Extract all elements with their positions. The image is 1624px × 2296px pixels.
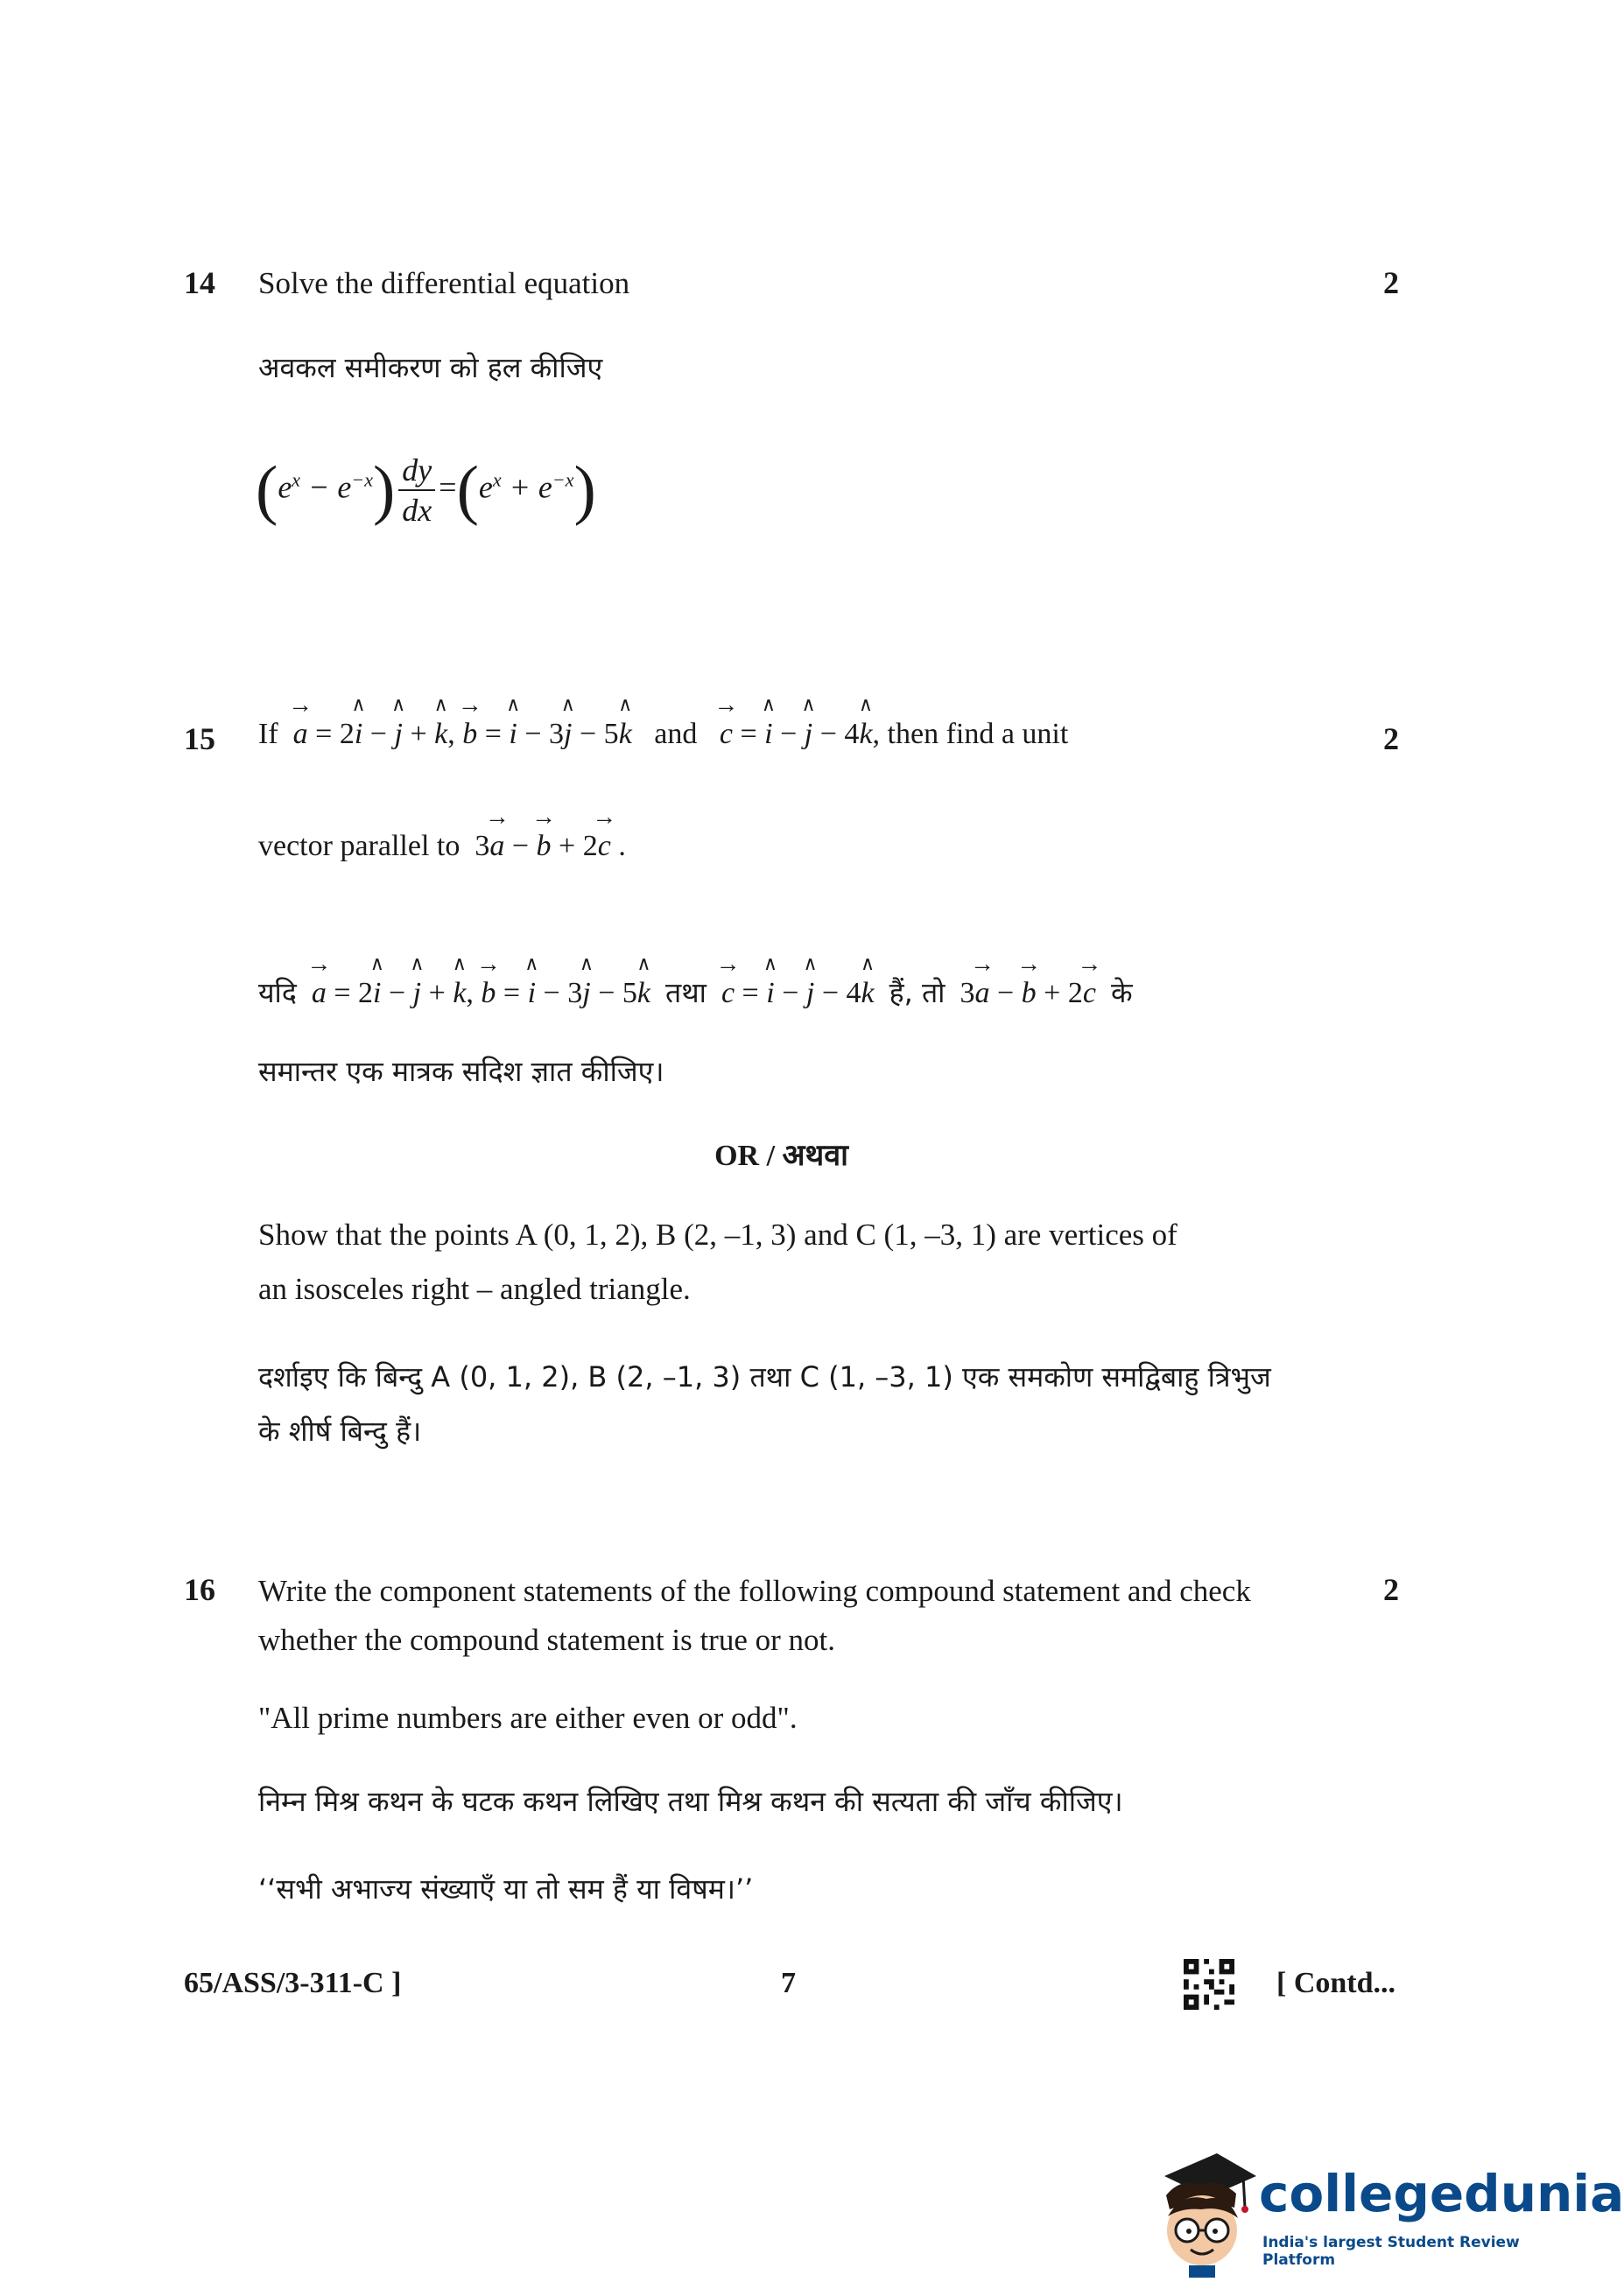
q16-quote-en: "All prime numbers are either even or odd". — [258, 1701, 798, 1735]
q15-alt-hi-line1: दर्शाइए कि बिन्दु A (0, 1, 2), B (2, –1, 3) तथा C (1, –3, 1) एक समकोण समद्विबाहु त्रिभुज — [258, 1360, 1271, 1394]
mascot-logo-icon — [1147, 2146, 1261, 2278]
q15-alt-hi-line2: के शीर्ष बिन्दु हैं। — [258, 1415, 422, 1448]
q15-alt-en-line2: an isosceles right – angled triangle. — [258, 1272, 691, 1306]
q15-alt-en-line1: Show that the points A (0, 1, 2), B (2, –1, 3) and C (1, –3, 1) are vertices of — [258, 1218, 1178, 1252]
page-number: 7 — [781, 1967, 796, 1999]
question-number-15: 15 — [184, 721, 215, 756]
q15-hi-tatha: तथा — [664, 976, 707, 1009]
q15-vectors-hi: यदि → a = 2∧ i − ∧ j + ∧ k, → b = ∧ i − 3∧ j − 5∧ k तथा → c = ∧ i − ∧ j − 4∧ k हैं, तो 3→ a − → b + 2→ c के — [258, 973, 1133, 1011]
q15-hi-line2: समान्तर एक मात्रक सदिश ज्ञात कीजिए। — [258, 1055, 664, 1088]
marks-14: 2 — [1383, 265, 1399, 300]
q16-line2: whether the compound statement is true or not. — [258, 1623, 836, 1657]
qr-code-icon — [1184, 1959, 1234, 2010]
continued-label: [ Contd... — [1276, 1967, 1396, 1999]
brand-name: collegedunia — [1259, 2164, 1624, 2223]
marks-16: 2 — [1383, 1572, 1399, 1607]
paper-code: 65/ASS/3-311-C ] — [184, 1967, 402, 1999]
q15-hi-ke: के — [1110, 976, 1133, 1009]
marks-15: 2 — [1383, 721, 1399, 756]
brand-tagline: India's largest Student Review Platform — [1262, 2234, 1520, 2269]
q16-hi-line1: निम्न मिश्र कथन के घटक कथन लिखिए तथा मिश्र कथन की सत्यता की जाँच कीजिए। — [258, 1785, 1123, 1818]
q15-vector-parallel: vector parallel to — [258, 830, 460, 862]
q15-hi-hain: हैं, तो — [889, 976, 946, 1009]
q15-vectors-en: If → a = 2∧ i − ∧ j + ∧ k, → b = ∧ i − 3∧ j − 5∧ k and → c = ∧ i − ∧ j − 4∧ k, then find a unit — [258, 718, 1068, 751]
q15-if: If — [258, 718, 278, 750]
q15-then-find: , then find a unit — [872, 718, 1069, 750]
q16-line1: Write the component statements of the following compound statement and check — [258, 1574, 1251, 1608]
q16-quote-hi: ‘‘सभी अभाज्य संख्याएँ या तो सम हैं या विषम।’’ — [258, 1872, 754, 1906]
q15-and: and — [654, 718, 698, 750]
question-number-16: 16 — [184, 1572, 215, 1607]
q15-parallel-line: vector parallel to 3→ a − → b + 2→ c . — [258, 830, 626, 863]
q14-text-en: Solve the differential equation — [258, 266, 630, 300]
q15-hi-if: यदि — [258, 976, 297, 1009]
q14-differential-equation: $(e^x - e^{-x})$ $\frac{dy}{dx}$ $=(e^x + e^{-x})$ — [256, 453, 596, 528]
or-divider: OR / अथवा — [714, 1140, 848, 1172]
q14-text-hi: अवकल समीकरण को हल कीजिए — [258, 351, 603, 384]
question-number-14: 14 — [184, 265, 215, 300]
